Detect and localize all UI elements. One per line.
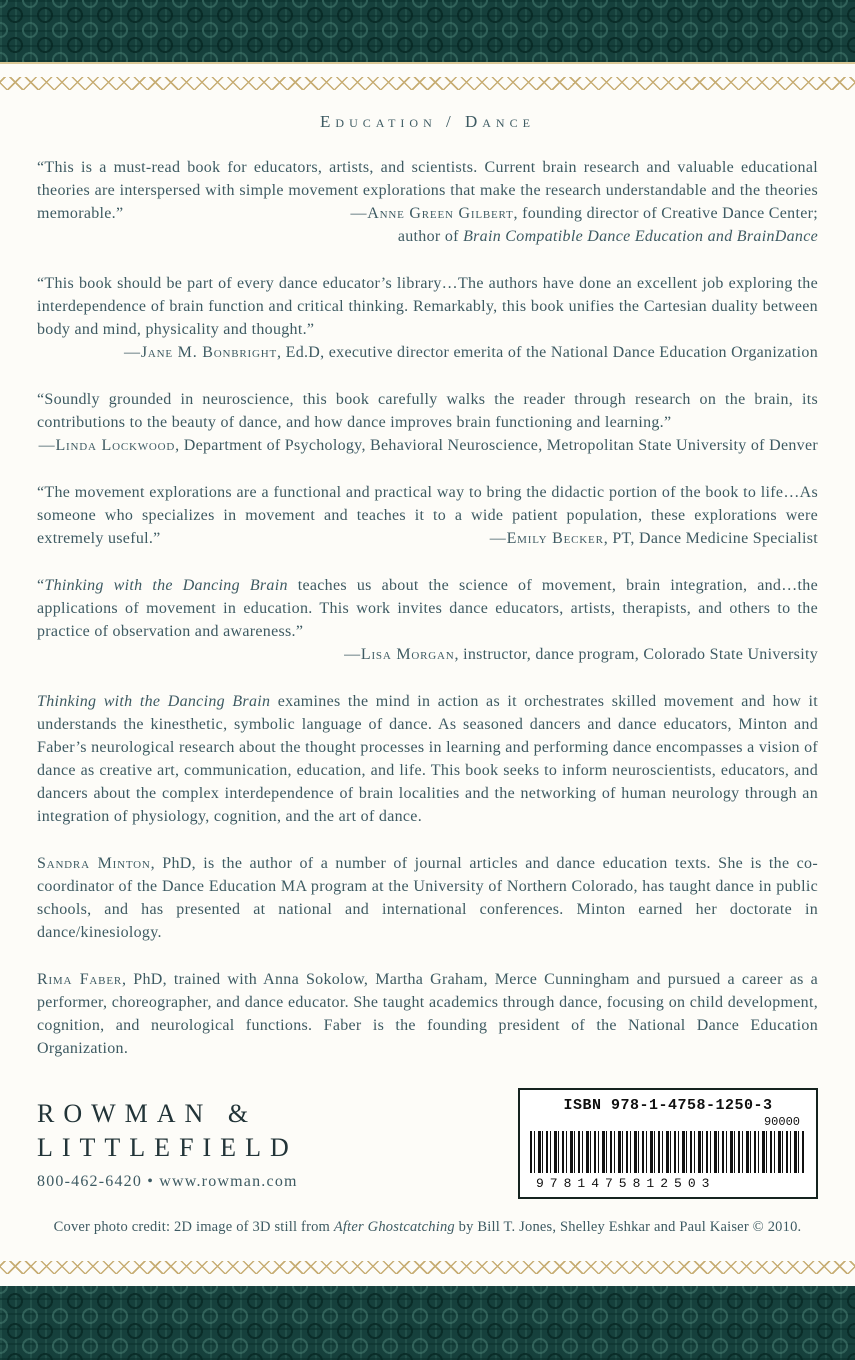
top-gold-hairline: [0, 62, 855, 64]
top-diamond-border: [0, 77, 855, 90]
quote-text: [37, 481, 818, 550]
credit-work-title: After Ghostcatching: [333, 1219, 455, 1235]
category-label: Education / Dance: [320, 112, 535, 131]
publisher-logo-line1: ROWMAN &: [37, 1098, 258, 1128]
barcode: [518, 1088, 818, 1199]
credit-suffix: by Bill T. Jones, Shelley Eshkar and Paul Kaiser © 2010.: [454, 1219, 802, 1235]
description-block: [37, 690, 818, 828]
barcode-bars: [530, 1131, 806, 1173]
barcode-addon: 90000: [763, 1115, 800, 1129]
quote-block-1: [37, 156, 818, 248]
quoted-book-title: Thinking with the Dancing Brain: [44, 577, 288, 594]
barcode-isbn: ISBN 978-1-4758-1250-3: [563, 1097, 773, 1114]
description-paragraph: [37, 690, 818, 828]
quote-attribution: [490, 527, 818, 550]
quote-body: “The movement explorations are a functional and practical way to bring the didactic portion of the book to life…As someone who specializes in movement and teaches it to a wide patient population, these explorations were extremely useful.”: [37, 484, 818, 547]
author-bio-sandra-minton: [37, 852, 818, 944]
top-ornament-band: [0, 0, 855, 62]
publisher-contact: 800-462-6420 • www.rowman.com: [37, 1172, 298, 1190]
description-body: examines the mind in action as it orchestrates skilled movement and how it understands the kinesthetic, symbolic language of dance. As seasoned dancers and dance educators, Minton and Faber’s neurological research about the thought processes in learning and performing dance encompasses a vision of dance as creative art, communication, education, and life. This book seeks to inform neuroscientists, educators, and dancers about the complex interdependence of brain localities and the networking of human neurology through an integration of physiology, cognition, and the art of dance.: [37, 693, 818, 825]
quote-attribution: [37, 434, 818, 457]
barcode-digits: 9781475812503: [536, 1176, 716, 1191]
bio-body: , PhD, trained with Anna Sokolow, Martha Graham, Merce Cunningham and pursued a career as a performer, choreographer, and dance educator. She taught academics through dance, focusing on child development, cognition, and neurological functions. Faber is the founding president of the National Dance Education Organization.: [37, 971, 818, 1057]
publisher-row: [37, 1088, 818, 1199]
quote-block-2: [37, 272, 818, 364]
attribution-book-title: Brain Compatible Dance Education and BrainDance: [463, 228, 818, 245]
attribution-role: , founding director of Creative Dance Center;: [513, 205, 818, 222]
quote-open: “: [37, 577, 45, 594]
bio-paragraph: [37, 852, 818, 944]
attribution-name: —Emily Becker: [489, 530, 604, 547]
quote-body: “This book should be part of every dance educator’s library…The authors have done an excellent job exploring the interdependence of brain function and critical thinking. Remarkably, this book unifies the Cartesian duality between body and mind, physicality and thought.”: [37, 275, 818, 338]
bottom-diamond-border: [0, 1261, 855, 1274]
quote-body: “Soundly grounded in neuroscience, this book carefully walks the reader through research on the brain, its contributions to the beauty of dance, and how dance improves brain functioning and learning.”: [37, 391, 818, 431]
cover-content: [0, 90, 855, 1236]
attribution-name: —Lisa Morgan: [344, 646, 455, 663]
attribution-name: —Anne Green Gilbert: [350, 205, 514, 222]
quote-attribution: [350, 202, 818, 225]
author-bio-rima-faber: [37, 968, 818, 1060]
quote-block-3: [37, 388, 818, 457]
bio-body: , PhD, is the author of a number of journal articles and dance education texts. She is the co-coordinator of the Dance Education MA program at the University of Northern Colorado, has taught dance in public schools, and has presented at national and international conferences. Minton earned her doctorate in dance/kinesiology.: [37, 855, 818, 941]
quote-block-4: [37, 481, 818, 550]
bottom-ornament-band: [0, 1286, 855, 1360]
quote-text: [37, 574, 818, 643]
quote-attribution: [37, 341, 818, 364]
quote-body: teaches us about the science of movement, brain integration, and…the applications of movement in education. This work invites dance educators, artists, therapists, and others to the practice of observation and awareness.”: [37, 577, 818, 640]
attribution-role: , Department of Psychology, Behavioral Neuroscience, Metropolitan State University of Denver: [175, 437, 818, 454]
publisher-block: [37, 1097, 298, 1191]
attribution-role: , instructor, dance program, Colorado State University: [454, 646, 818, 663]
book-title: Thinking with the Dancing Brain: [37, 693, 271, 710]
quote-text: [37, 156, 818, 225]
quote-text: [37, 388, 818, 434]
attribution-name: —Jane M. Bonbright: [124, 344, 278, 361]
photo-credit: [37, 1219, 818, 1236]
attribution-prefix: author of: [397, 228, 464, 245]
attribution-role: , PT, Dance Medicine Specialist: [603, 530, 818, 547]
publisher-logo-line2: LITTLEFIELD: [37, 1132, 298, 1162]
quote-attribution-line2: [37, 225, 818, 248]
attribution-name: —Linda Lockwood: [38, 437, 176, 454]
bottom-ornaments: [0, 1247, 855, 1360]
bio-paragraph: [37, 968, 818, 1060]
credit-prefix: Cover photo credit: 2D image of 3D still from: [53, 1219, 334, 1235]
quote-block-5: [37, 574, 818, 666]
author-name: Sandra Minton: [37, 855, 151, 872]
quote-text: [37, 272, 818, 341]
attribution-role: , Ed.D, executive director emerita of the National Dance Education Organization: [277, 344, 818, 361]
author-name: Rima Faber: [37, 971, 122, 988]
quote-attribution: [37, 643, 818, 666]
quote-body: “This is a must-read book for educators, artists, and scientists. Current brain research and valuable educational theories are interspersed with simple movement explorations that make the research understandable and the theories memorable.”: [37, 159, 818, 222]
